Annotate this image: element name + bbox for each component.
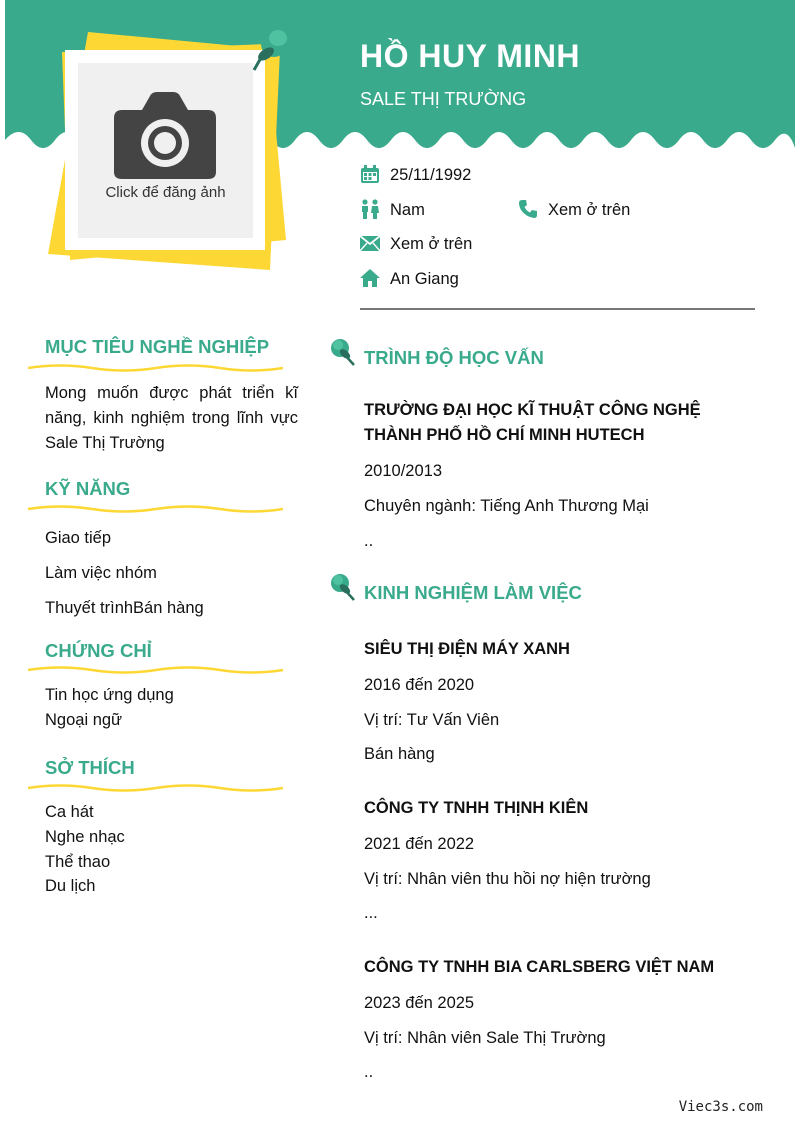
calendar-icon xyxy=(360,165,380,184)
contact-email: Xem ở trên xyxy=(390,235,473,253)
certificates-title: CHỨNG CHỈ xyxy=(45,640,152,661)
skill-item: Thuyết trìnhBán hàng xyxy=(45,599,204,617)
job-company: SIÊU THỊ ĐIỆN MÁY XANH xyxy=(364,640,570,658)
education-years: 2010/2013 xyxy=(364,462,442,480)
certificate-item: Tin học ứng dụng xyxy=(45,686,174,704)
hobbies-title: SỞ THÍCH xyxy=(45,757,135,778)
objective-title: MỤC TIÊU NGHỀ NGHIỆP xyxy=(45,336,270,357)
photo-upload-caption[interactable]: Click để đăng ảnh xyxy=(105,184,226,201)
job-period: 2016 đến 2020 xyxy=(364,676,475,694)
job-period: 2021 đến 2022 xyxy=(364,835,475,853)
job-title: SALE THỊ TRƯỜNG xyxy=(360,89,527,109)
camera-icon xyxy=(112,88,218,180)
gender-icon xyxy=(360,199,380,219)
objective-text: Mong muốn được phát triển kĩ năng, kinh nghiệm trong lĩnh vực Sale Thị Trường xyxy=(45,384,298,452)
job-company: CÔNG TY TNHH THỊNH KIÊN xyxy=(364,799,589,817)
education-title: TRÌNH ĐỘ HỌC VẤN xyxy=(364,347,544,368)
experience-title: KINH NGHIỆM LÀM VIỆC xyxy=(364,582,582,603)
school-name-line2: THÀNH PHỐ HỒ CHÍ MINH HUTECH xyxy=(364,426,645,444)
phone-icon xyxy=(518,199,538,219)
job-company: CÔNG TY TNHH BIA CARLSBERG VIỆT NAM xyxy=(364,958,715,976)
hobby-item: Ca hát xyxy=(45,803,94,821)
education-note: .. xyxy=(364,532,374,550)
contact-address: An Giang xyxy=(390,270,459,288)
contact-divider xyxy=(360,308,755,310)
job-note: Bán hàng xyxy=(364,745,435,763)
job-position: Vị trí: Tư Vấn Viên xyxy=(364,711,500,729)
contact-gender: Nam xyxy=(390,201,425,219)
pushpin-icon xyxy=(250,24,292,72)
pushpin-icon xyxy=(330,338,356,366)
email-icon xyxy=(360,236,380,251)
hobbies-underline xyxy=(28,782,283,794)
skills-title: KỸ NĂNG xyxy=(45,478,131,499)
hobby-item: Du lịch xyxy=(45,877,96,895)
job-note: .. xyxy=(364,1063,374,1081)
certificates-underline xyxy=(28,664,283,676)
certificate-item: Ngoại ngữ xyxy=(45,711,123,729)
hobby-item: Nghe nhạc xyxy=(45,828,125,846)
skill-item: Giao tiếp xyxy=(45,529,112,547)
contact-phone: Xem ở trên xyxy=(548,201,631,219)
home-icon xyxy=(360,269,380,287)
school-name-line1: TRƯỜNG ĐẠI HỌC KĨ THUẬT CÔNG NGHỆ xyxy=(364,401,701,419)
job-period: 2023 đến 2025 xyxy=(364,994,475,1012)
job-position: Vị trí: Nhân viên Sale Thị Trường xyxy=(364,1029,606,1047)
pushpin-icon xyxy=(330,573,356,601)
hobby-item: Thể thao xyxy=(45,853,111,871)
objective-underline xyxy=(28,362,283,374)
contact-birthday: 25/11/1992 xyxy=(390,166,472,184)
candidate-name: HỒ HUY MINH xyxy=(360,38,581,74)
education-major: Chuyên ngành: Tiếng Anh Thương Mại xyxy=(364,497,649,515)
job-note: ... xyxy=(364,904,378,922)
skills-underline xyxy=(28,503,283,515)
watermark: Viec3s.com xyxy=(678,1099,763,1115)
job-position: Vị trí: Nhân viên thu hồi nợ hiện trường xyxy=(364,870,651,888)
skill-item: Làm việc nhóm xyxy=(45,564,157,582)
